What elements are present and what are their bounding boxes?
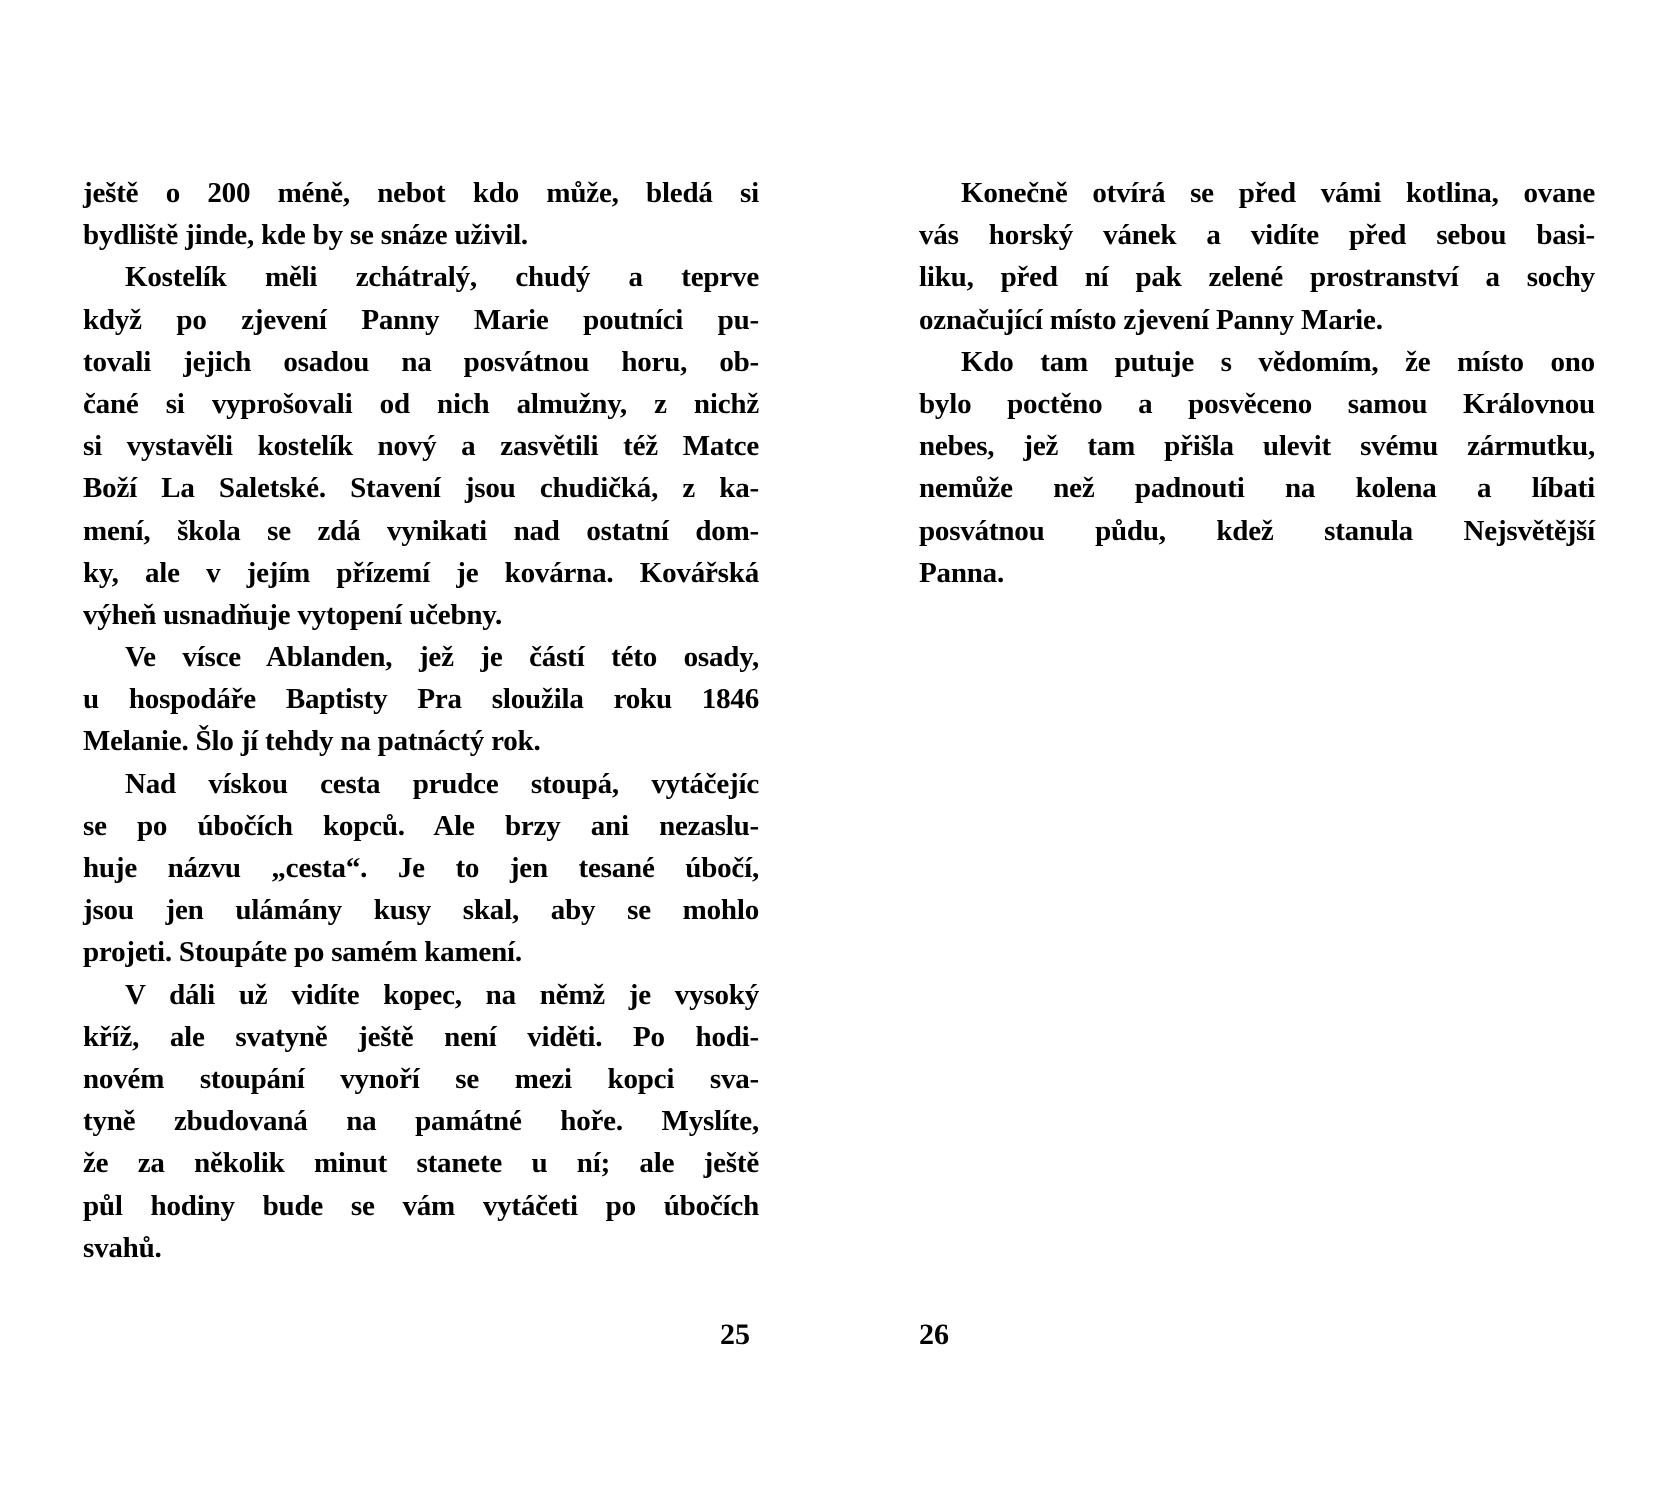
- text-line: když po zjevení Panny Marie poutníci pu-: [83, 303, 759, 336]
- text-line: Panna.: [919, 556, 1005, 589]
- text-line: Melanie. Šlo jí tehdy na patnáctý rok.: [83, 725, 541, 758]
- text-line: půl hodiny bude se vám vytáčeti po úbočích: [83, 1189, 759, 1222]
- page-number-right: 26: [919, 1318, 949, 1351]
- text-line: tyně zbudovaná na památné hoře. Myslíte,: [83, 1105, 759, 1138]
- paragraph: [83, 172, 759, 256]
- left-page-text: [83, 172, 759, 1269]
- text-line: Konečně otvírá se před vámi kotlina, ovane: [961, 177, 1595, 209]
- text-line: čané si vyprošovali od nich almužny, z nichž: [83, 387, 759, 420]
- text-line: Kostelík měli zchátralý, chudý a teprve: [125, 261, 759, 294]
- text-line: bydliště jinde, kde by se snáze uživil.: [83, 219, 528, 252]
- text-line: výheň usnadňuje vytopení učebny.: [83, 598, 503, 631]
- text-line: posvátnou půdu, kdež stanula Nejsvětější: [919, 514, 1595, 547]
- paragraph: [919, 341, 1595, 594]
- paragraph: [83, 974, 759, 1269]
- text-line: že za několik minut stanete u ní; ale ještě: [83, 1147, 759, 1180]
- text-line: si vystavěli kostelík nový a zasvětili též Matce: [83, 430, 759, 463]
- text-line: se po úbočích kopců. Ale brzy ani nezaslu-: [83, 809, 759, 842]
- text-line: huje názvu „cesta“. Je to jen tesané úbočí,: [83, 852, 759, 884]
- text-line: novém stoupání vynoří se mezi kopci sva-: [83, 1062, 759, 1095]
- text-line: mení, škola se zdá vynikati nad ostatní dom-: [83, 514, 759, 547]
- text-line: projeti. Stoupáte po samém kamení.: [83, 936, 522, 969]
- text-line: kříž, ale svatyně ještě není viděti. Po hodi-: [83, 1020, 759, 1053]
- text-line: Kdo tam putuje s vědomím, že místo ono: [961, 345, 1595, 378]
- text-line: nemůže než padnouti na kolena a líbati: [919, 472, 1595, 505]
- text-line: svahů.: [83, 1231, 162, 1264]
- paragraph: [83, 763, 759, 974]
- text-line: označující místo zjevení Panny Marie.: [919, 303, 1383, 336]
- text-line: nebes, jež tam přišla ulevit svému zármutku,: [919, 430, 1595, 463]
- paragraph: [83, 256, 759, 636]
- text-line: Ve vísce Ablanden, jež je částí této osady,: [125, 641, 759, 674]
- text-line: V dáli už vidíte kopec, na němž je vysoký: [125, 978, 759, 1011]
- text-line: ky, ale v jejím přízemí je kovárna. Kovářská: [83, 556, 759, 589]
- right-page-text: [919, 172, 1595, 594]
- paragraph: [83, 636, 759, 763]
- text-line: ještě o 200 méně, nebot kdo může, bledá si: [83, 177, 759, 209]
- text-line: bylo poctěno a posvěceno samou Královnou: [919, 387, 1595, 420]
- text-line: vás horský vánek a vidíte před sebou basi-: [919, 219, 1595, 252]
- text-line: Nad vískou cesta prudce stoupá, vytáčejíc: [125, 767, 759, 800]
- text-line: Boží La Saletské. Stavení jsou chudičká, z ka-: [83, 472, 759, 505]
- text-line: jsou jen ulámány kusy skal, aby se mohlo: [83, 894, 759, 927]
- paragraph: [919, 172, 1595, 341]
- page-number-left: 25: [720, 1318, 750, 1351]
- text-line: liku, před ní pak zelené prostranství a sochy: [919, 261, 1595, 294]
- text-line: tovali jejich osadou na posvátnou horu, ob-: [83, 345, 759, 378]
- text-line: u hospodáře Baptisty Pra sloužila roku 1846: [83, 683, 759, 716]
